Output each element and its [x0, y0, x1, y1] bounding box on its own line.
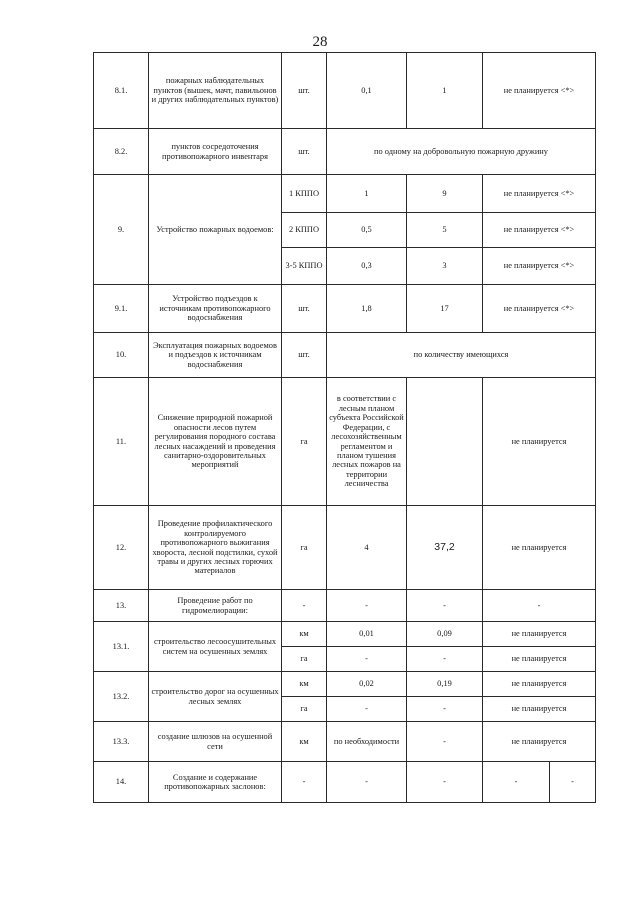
row-unit: га [282, 697, 327, 722]
row-name: Проведение профилактического контролируемого противопожарного выжигания хвороста, лесной подстилки, сухой травы и других лесных горючих материалов [149, 506, 282, 590]
row-note: не планируется <*> [483, 213, 596, 248]
row-value-1: 4 [327, 506, 407, 590]
row-number: 8.2. [94, 129, 149, 175]
row-number: 13. [94, 590, 149, 622]
row-number: 9. [94, 175, 149, 285]
row-name: пожарных наблюдательных пунктов (вышек, мачт, павильонов и других наблюдательных пунктов) [149, 53, 282, 129]
row-unit: км [282, 672, 327, 697]
row-value-1: 0,01 [327, 622, 407, 647]
row-note: не планируется <*> [483, 248, 596, 285]
row-note: не планируется [483, 697, 596, 722]
row-note: не планируется <*> [483, 175, 596, 213]
row-note: не планируется [483, 672, 596, 697]
row-span-text: по количеству имеющихся [327, 333, 596, 378]
table-row [94, 333, 596, 378]
row-value-1: по необходимости [327, 722, 407, 762]
row-number: 14. [94, 762, 149, 803]
table-row [94, 175, 596, 213]
row-unit: 3-5 КППО [282, 248, 327, 285]
row-unit: - [282, 762, 327, 803]
row-name: Снижение природной пожарной опасности лесов путем регулирования породного состава лесных насаждений и проведения санитарно-оздоровительных мероприятий [149, 378, 282, 506]
row-value-1: в соответствии с лесным планом субъекта Российской Федерации, с лесохозяйственным регламентом и планом тушения лесных пожаров на территории лесничества [327, 378, 407, 506]
row-span-text: по одному на добровольную пожарную дружину [327, 129, 596, 175]
row-value-1: - [327, 647, 407, 672]
row-unit: - [282, 590, 327, 622]
table-row [94, 590, 596, 622]
row-value-1: 1,8 [327, 285, 407, 333]
row-unit: га [282, 378, 327, 506]
row-value-3: - [483, 762, 550, 803]
row-note: не планируется [483, 506, 596, 590]
row-number: 12. [94, 506, 149, 590]
row-value-2: 5 [407, 213, 483, 248]
row-number: 10. [94, 333, 149, 378]
row-value-2: 9 [407, 175, 483, 213]
row-name: Создание и содержание противопожарных заслонов: [149, 762, 282, 803]
row-number: 13.2. [94, 672, 149, 722]
table-row [94, 129, 596, 175]
row-unit: шт. [282, 129, 327, 175]
row-number: 13.1. [94, 622, 149, 672]
table-row [94, 53, 596, 129]
row-value-1: 1 [327, 175, 407, 213]
row-number: 9.1. [94, 285, 149, 333]
row-number: 8.1. [94, 53, 149, 129]
row-value-2: 0,09 [407, 622, 483, 647]
table-row [94, 378, 596, 506]
row-name: пунктов сосредоточения противопожарного инвентаря [149, 129, 282, 175]
row-value-1: 0,5 [327, 213, 407, 248]
row-unit: 2 КППО [282, 213, 327, 248]
row-unit: га [282, 647, 327, 672]
row-name: Проведение работ по гидромелиорации: [149, 590, 282, 622]
row-value-2: 0,19 [407, 672, 483, 697]
table-row [94, 506, 596, 590]
row-note: не планируется <*> [483, 285, 596, 333]
row-unit: км [282, 722, 327, 762]
row-value-2: - [407, 722, 483, 762]
row-note: не планируется [483, 647, 596, 672]
row-name: создание шлюзов на осушенной сети [149, 722, 282, 762]
row-note: не планируется [483, 622, 596, 647]
table-row [94, 285, 596, 333]
page-number: 28 [312, 34, 328, 50]
row-unit: шт. [282, 53, 327, 129]
row-note: - [483, 590, 596, 622]
row-value-1: 0,3 [327, 248, 407, 285]
row-value-4: - [550, 762, 596, 803]
row-unit: 1 КППО [282, 175, 327, 213]
row-value-2: 1 [407, 53, 483, 129]
row-number: 11. [94, 378, 149, 506]
row-value-1: - [327, 697, 407, 722]
row-value-1: 0,1 [327, 53, 407, 129]
row-name: Устройство пожарных водоемов: [149, 175, 282, 285]
fire-prevention-table [93, 52, 596, 803]
row-note: не планируется <*> [483, 53, 596, 129]
table-row [94, 672, 596, 697]
row-value-2: - [407, 762, 483, 803]
row-value-2: - [407, 697, 483, 722]
row-name: строительство дорог на осушенных лесных землях [149, 672, 282, 722]
row-note: не планируется [483, 378, 596, 506]
row-value-1: - [327, 590, 407, 622]
row-number: 13.3. [94, 722, 149, 762]
row-value-2: 37,2 [407, 506, 483, 590]
row-value-1: 0,02 [327, 672, 407, 697]
row-name: Устройство подъездов к источникам противопожарного водоснабжения [149, 285, 282, 333]
table-row [94, 762, 596, 803]
row-value-2: 3 [407, 248, 483, 285]
row-unit: шт. [282, 285, 327, 333]
row-value-2: - [407, 647, 483, 672]
row-name: строительство лесоосушительных систем на осушенных землях [149, 622, 282, 672]
row-value-1: - [327, 762, 407, 803]
row-unit: км [282, 622, 327, 647]
row-name: Эксплуатация пожарных водоемов и подъездов к источникам водоснабжения [149, 333, 282, 378]
row-value-2: - [407, 590, 483, 622]
row-value-2: 17 [407, 285, 483, 333]
row-value-2 [407, 378, 483, 506]
row-unit: шт. [282, 333, 327, 378]
table-row [94, 722, 596, 762]
row-note: не планируется [483, 722, 596, 762]
row-unit: га [282, 506, 327, 590]
table-row [94, 622, 596, 647]
